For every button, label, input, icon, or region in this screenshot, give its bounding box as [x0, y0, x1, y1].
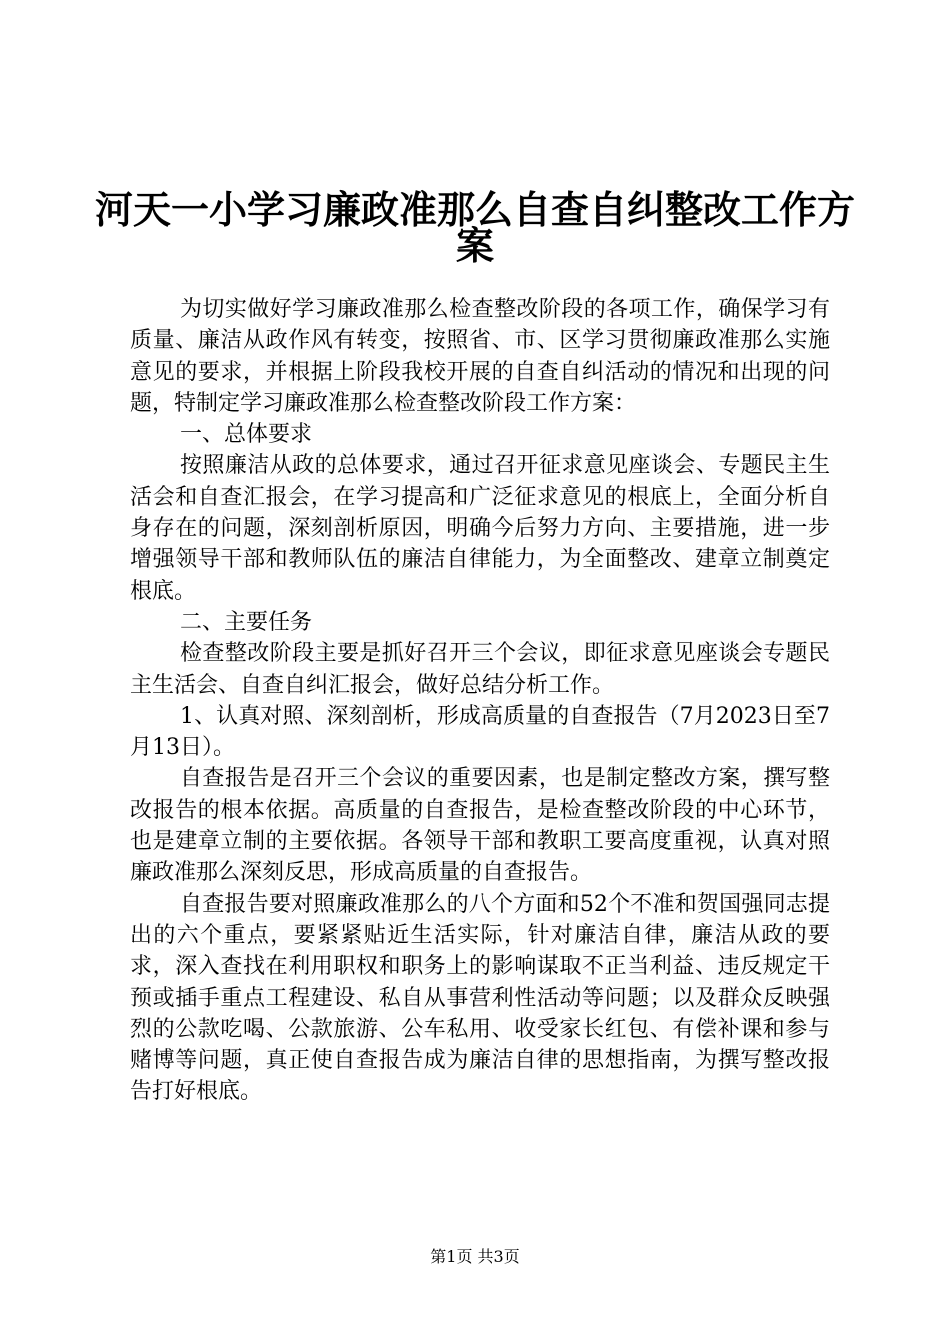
section-heading-main-tasks: 二、主要任务 [180, 609, 313, 635]
self-report-paragraph: 自查报告是召开三个会议的重要因素，也是制定整改方案，撰写整改报告的根本依据。高质量的自查报告，是检查整改阶段的中心环节，也是建章立制的主要依据。各领导干部和教职工要高度重视，认真对照廉政准那么深刻反思，形成高质量的自查报告。 [130, 766, 830, 886]
self-report-detail-paragraph: 自查报告要对照廉政准那么的八个方面和52个不准和贺国强同志提出的六个重点，要紧紧贴近生活实际，针对廉洁自律，廉洁从政的要求，深入查找在利用职权和职务上的影响谋取不正当利益、违反规定干预或插手重点工程建设、私自从事营利性活动等问题；以及群众反映强烈的公款吃喝、公款旅游、公车私用、收受家长红包、有偿补课和参与赌博等问题，真正使自查报告成为廉洁自律的思想指南，为撰写整改报告打好根底。 [130, 891, 830, 1105]
page-footer: 第1页 共3页 [430, 1247, 520, 1266]
document-body [130, 294, 830, 1108]
document-title-line-2: 案 [455, 223, 494, 268]
task-1-heading: 1、认真对照、深刻剖析，形成高质量的自查报告（7月2023日至7月13日）。 [130, 703, 830, 761]
general-requirements-paragraph: 按照廉洁从政的总体要求，通过召开征求意见座谈会、专题民主生活会和自查汇报会，在学习提高和广泛征求意见的根底上，全面分析自身存在的问题，深刻剖析原因，明确今后努力方向、主要措施，进一步增强领导干部和教师队伍的廉洁自律能力，为全面整改、建章立制奠定根底。 [130, 453, 830, 604]
intro-paragraph: 为切实做好学习廉政准那么检查整改阶段的各项工作，确保学习有质量、廉洁从政作风有转变，按照省、市、区学习贯彻廉政准那么实施意见的要求，并根据上阶段我校开展的自查自纠活动的情况和出现的问题，特制定学习廉政准那么检查整改阶段工作方案： [130, 297, 830, 416]
main-tasks-paragraph: 检查整改阶段主要是抓好召开三个会议，即征求意见座谈会专题民主生活会、自查自纠汇报会，做好总结分析工作。 [130, 641, 830, 698]
document-title-line-1: 河天一小学习廉政准那么自查自纠整改工作方 [95, 187, 856, 232]
section-heading-general-requirements: 一、总体要求 [180, 422, 313, 448]
